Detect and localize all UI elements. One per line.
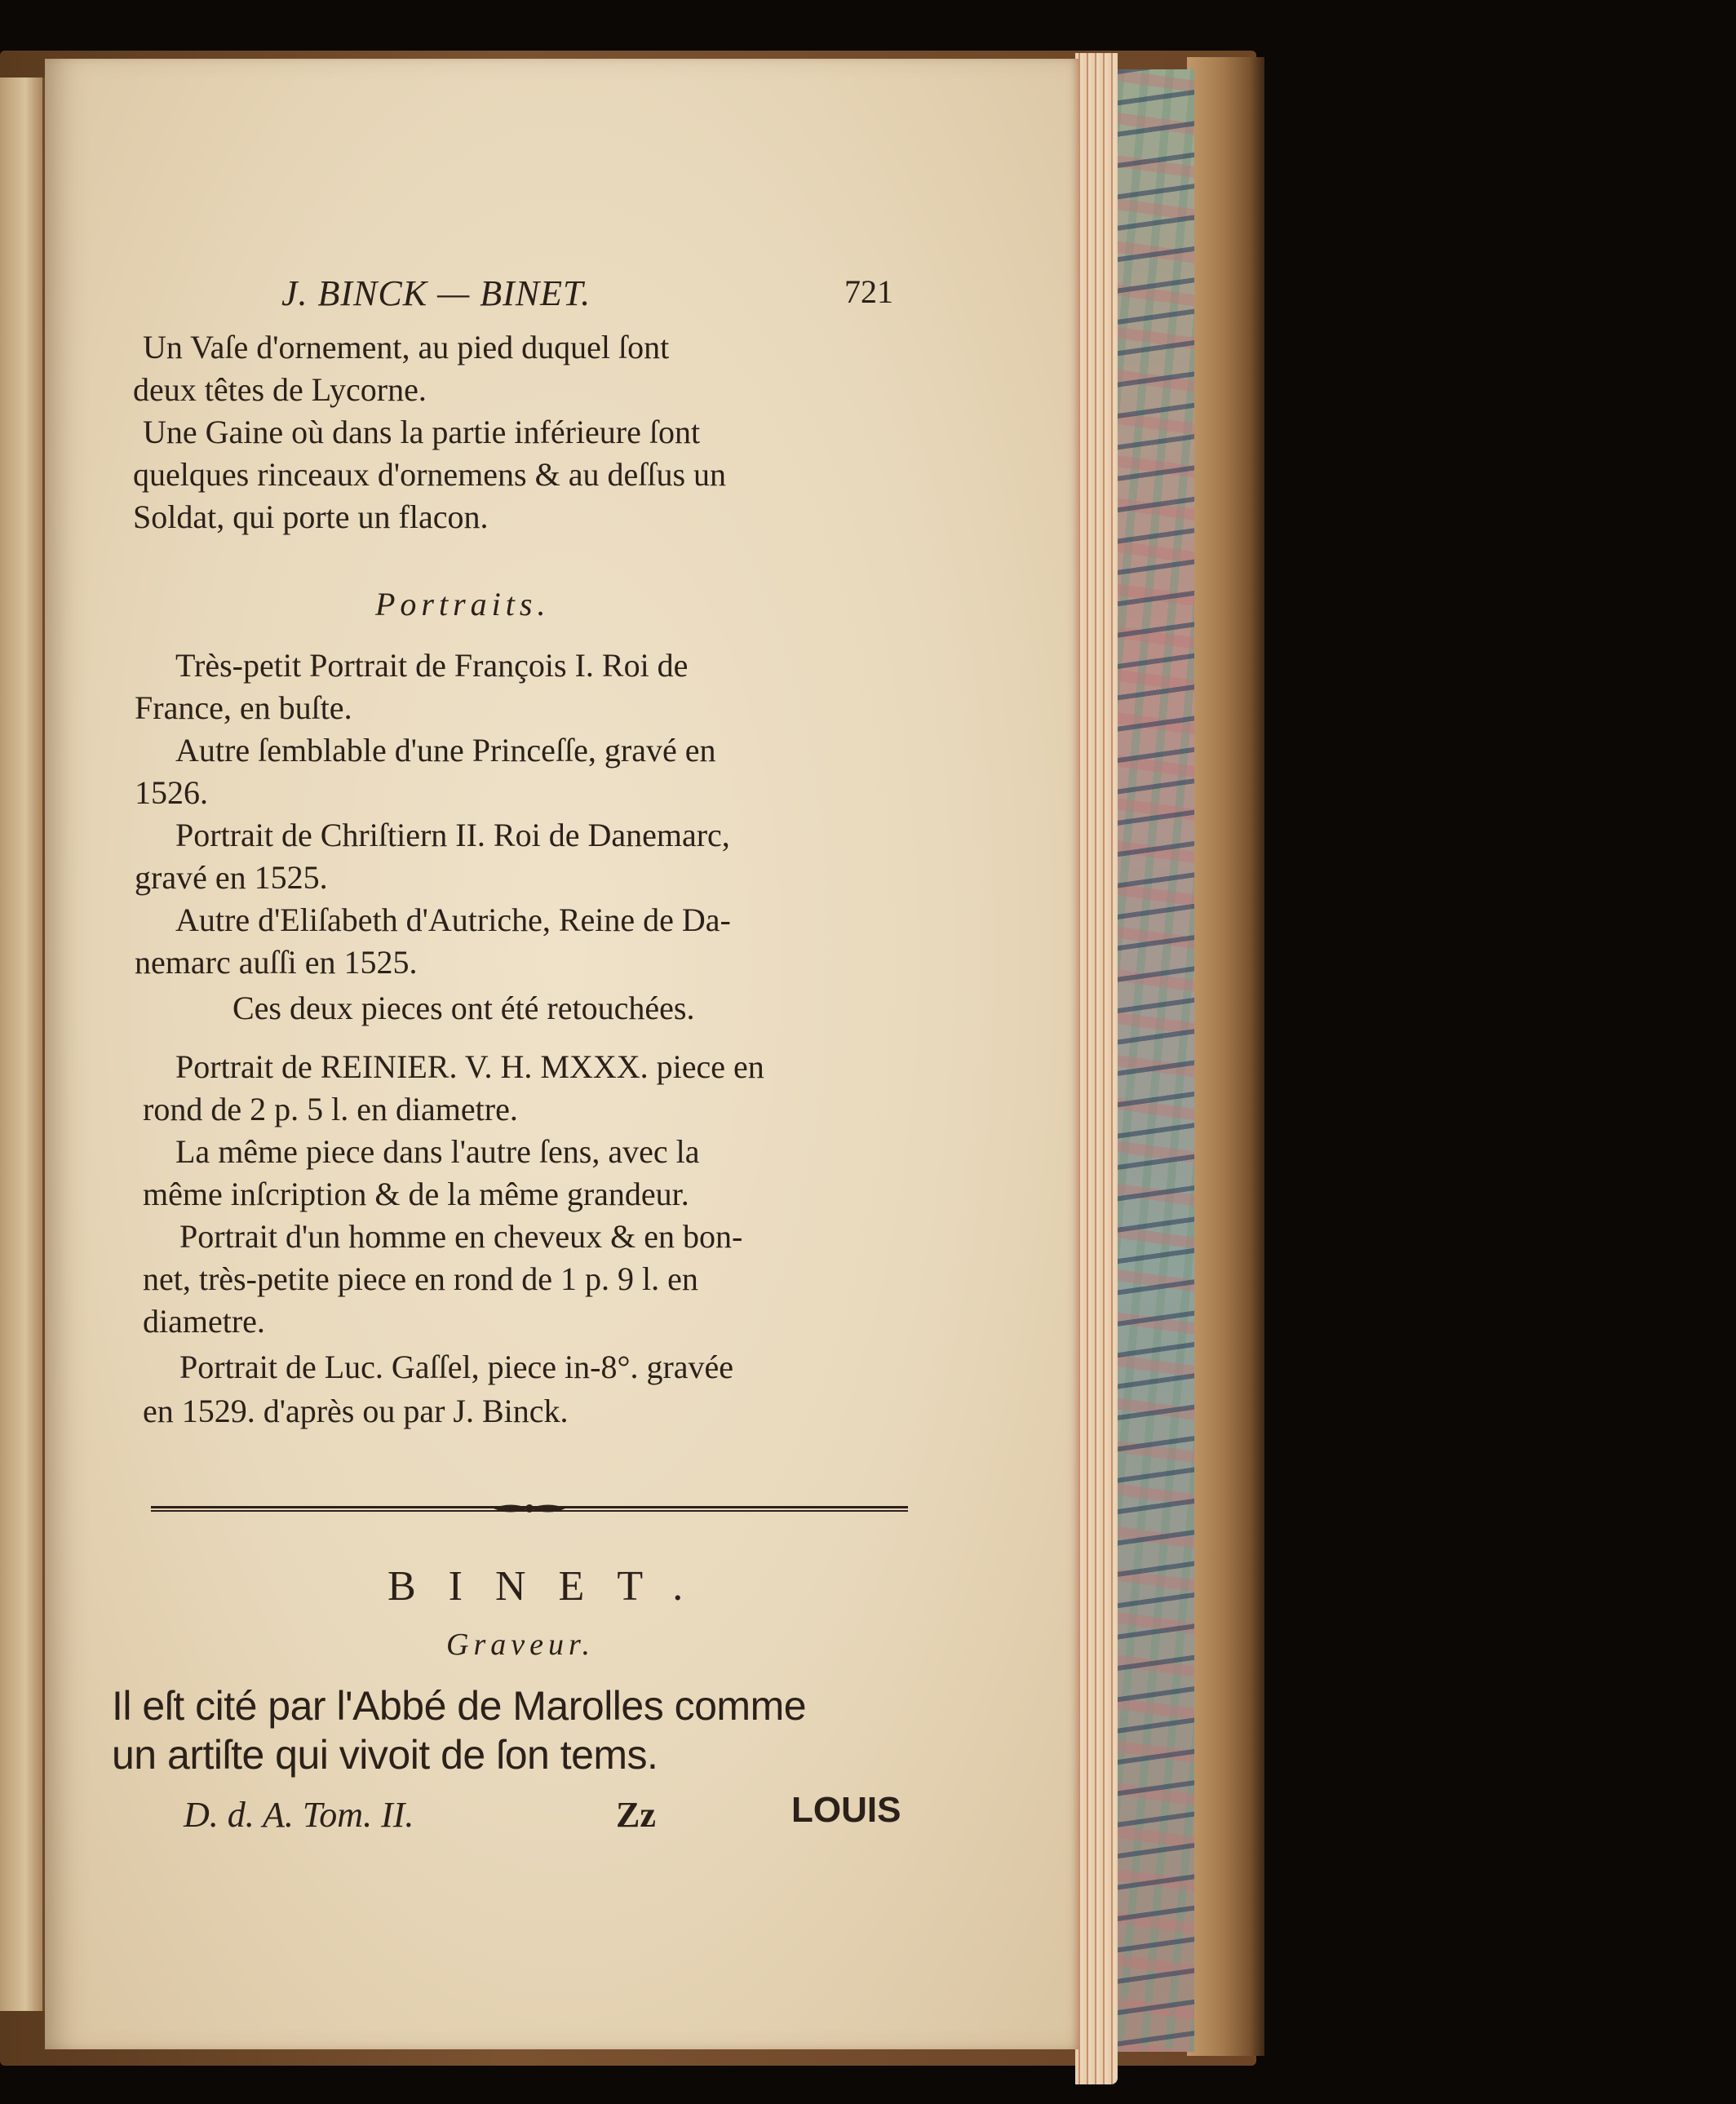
text-line: Très-petit Portrait de François I. Roi de xyxy=(175,647,689,684)
ornamental-rule xyxy=(151,1501,908,1516)
text-line: Un Vaſe d'ornement, au pied duquel ſont xyxy=(143,329,670,365)
text-line: Portrait d'un homme en cheveux & en bon- xyxy=(179,1218,743,1255)
text-line: 1526. xyxy=(135,774,208,811)
entry-subtitle: Graveur. xyxy=(446,1628,596,1662)
text-line: Portrait de Chriſtiern II. Roi de Danemarc, xyxy=(175,817,730,853)
facing-page-edge xyxy=(0,78,45,2011)
text-line: Autre d'Eliſabeth d'Autriche, Reine de Da- xyxy=(175,901,731,938)
text-line: nemarc auſſi en 1525. xyxy=(135,944,418,981)
text-line: Ces deux pieces ont été retouchées. xyxy=(232,990,695,1026)
page-number: 721 xyxy=(844,273,893,310)
text-line: deux têtes de Lycorne. xyxy=(133,371,427,408)
text-line: un artiſte qui vivoit de ſon tems. xyxy=(112,1732,658,1778)
text-line: France, en buſte. xyxy=(135,689,352,726)
text-line: Portrait de Luc. Gaſſel, piece in-8°. gravée xyxy=(179,1349,734,1385)
text-line: La même piece dans l'autre ſens, avec la xyxy=(175,1133,700,1170)
marbled-endpaper xyxy=(1114,69,1194,2052)
text-line: Autre ſemblable d'une Princeſſe, gravé en xyxy=(175,732,716,769)
text-line: même inſcription & de la même grandeur. xyxy=(143,1176,689,1212)
running-head: J. BINCK — BINET. xyxy=(281,273,591,313)
entry-title: BINET. xyxy=(388,1563,716,1610)
signature-mark: D. d. A. Tom. II. xyxy=(184,1795,414,1835)
text-line: Une Gaine où dans la partie inférieure ſont xyxy=(143,414,701,450)
text-line: diametre. xyxy=(143,1303,265,1340)
catchword: LOUIS xyxy=(791,1790,901,1830)
text-line: Soldat, qui porte un flacon. xyxy=(133,498,489,535)
page-edges xyxy=(1075,53,1118,2084)
book-page xyxy=(45,59,1079,2049)
cover-edge xyxy=(1187,57,1264,2056)
text-line: gravé en 1525. xyxy=(135,859,328,896)
text-line: en 1529. d'après ou par J. Binck. xyxy=(143,1393,569,1429)
gathering-mark: Zz xyxy=(616,1795,656,1835)
section-heading: Portraits. xyxy=(375,586,551,622)
text-line: net, très-petite piece en rond de 1 p. 9 l. en xyxy=(143,1260,698,1297)
text-line: Il eſt cité par l'Abbé de Marolles comme xyxy=(112,1683,807,1729)
text-line: quelques rinceaux d'ornemens & au deſſus un xyxy=(133,456,727,493)
text-line: rond de 2 p. 5 l. en diametre. xyxy=(143,1091,518,1127)
text-line: Portrait de REINIER. V. H. MXXX. piece en xyxy=(175,1048,764,1085)
